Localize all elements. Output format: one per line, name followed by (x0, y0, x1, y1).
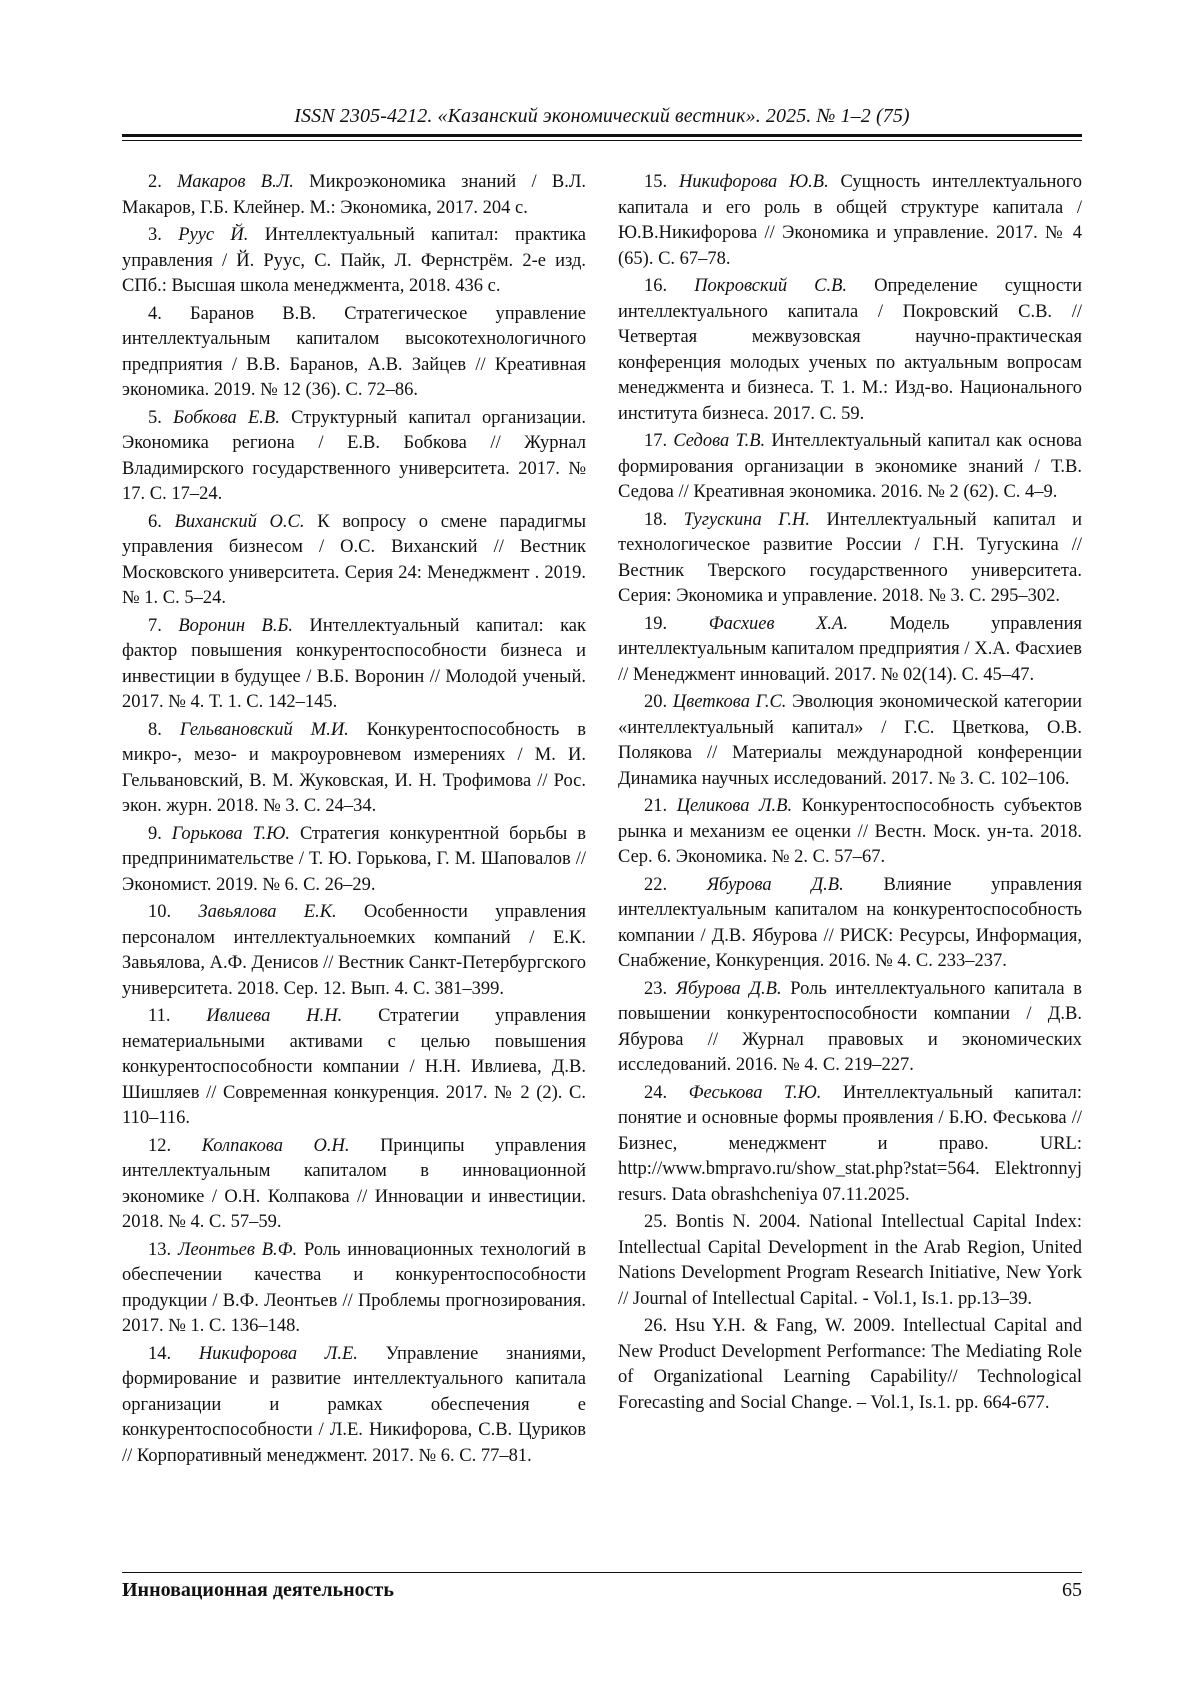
references-left-column (122, 170, 586, 1471)
reference-text: Конкурентоспособность в микро-, мезо- и макроуровневом измерениях / М. И. Гельвановский, В. М. Жуковская, И. Н. Трофимова // Рос. экон. журн. 2018. № 3. С. 24–34. (122, 719, 587, 816)
reference-text: Стратегия конкурентной борьбы в предпринимательстве / Т. Ю. Горькова, Г. М. Шаповалов // Экономист. 2019. № 6. С. 26–29. (122, 823, 586, 895)
reference-item (122, 406, 586, 508)
reference-number: 4. (148, 303, 162, 324)
reference-text: Роль интеллектуального капитала в повышении конкурентоспособности компании / Д.В. Ябурова // Журнал правовых и экономических исследований. 2016. № 4. С. 219–227. (618, 978, 1083, 1075)
reference-number: 3. (148, 225, 162, 245)
reference-author: Покровский С.В. (694, 276, 848, 296)
reference-text: Эволюция экономической категории «интеллектуальный капитал» / Г.С. Цветкова, О.В. Полякова // Материалы международной конференции Динамика научных исследований. 2017. № 3. С. 102–106. (618, 692, 1083, 789)
reference-text: Интеллектуальный капитал и технологическое развитие России / Г.Н. Тугускина // Вестник Тверского государственного университета. Серия: Экономика и управление. 2018. № 3. С. 295–302. (618, 509, 1083, 606)
reference-number: 16. (644, 276, 668, 296)
header-rule-thin (122, 140, 1082, 141)
reference-text: Интеллектуальный капитал: практика управления / Й. Руус, С. Пайк, Л. Фернстрём. 2-е изд. СПб.: Высшая школа менеджмента, 2018. 436 с. (122, 225, 586, 296)
reference-item (122, 1134, 586, 1236)
reference-number: 23. (644, 978, 668, 999)
reference-number: 10. (148, 902, 172, 922)
reference-author: Никифорова Л.Е. (198, 1343, 358, 1364)
reference-item (122, 900, 586, 1002)
reference-number: 13. (148, 1239, 172, 1260)
reference-item (618, 1210, 1082, 1312)
reference-item (618, 690, 1082, 792)
footer-section-title: Инновационная деятельность (122, 1579, 394, 1601)
reference-text: Влияние управления интеллектуальным капиталом на конкурентоспособность компании / Д.В. Ябурова // РИСК: Ресурсы, Информация, Снабжение, Конкуренция. 2016. № 4. С. 233–237. (618, 874, 1082, 971)
reference-item (122, 223, 586, 300)
reference-number: 6. (148, 511, 162, 532)
reference-item (122, 510, 586, 612)
reference-number: 19. (644, 613, 668, 634)
reference-author: Бобкова Е.В. (173, 407, 280, 428)
reference-author: Ивлиева Н.Н. (206, 1006, 343, 1026)
reference-number: 9. (148, 823, 162, 844)
reference-author: Леонтьев В.Ф. (177, 1239, 298, 1260)
reference-author: Макаров В.Л. (177, 172, 294, 192)
reference-item (618, 508, 1082, 610)
reference-number: 12. (148, 1135, 172, 1156)
reference-text: Стратегии управления нематериальными активами с целью повышения конкурентоспособности компании / Н.Н. Ивлиева, Д.В. Шишляев // Современная конкуренция. 2017. № 2 (2). С. 110–116. (122, 1006, 586, 1128)
reference-text: Микроэкономика знаний / В.Л. Макаров, Г.Б. Клейнер. М.: Экономика, 2017. 204 с. (122, 172, 587, 218)
reference-item (618, 429, 1082, 506)
reference-author: Никифорова Ю.В. (678, 172, 829, 192)
reference-number: 20. (644, 692, 668, 712)
reference-text: Hsu Y.H. & Fang, W. 2009. Intellectual Capital and New Product Development Performance: The Mediating Role of Organizational Learning Capability// Technological Forecasting and Social Change. – Vol.1, Is.1. pp. 664-677. (618, 1316, 1083, 1413)
reference-number: 7. (148, 615, 162, 636)
reference-number: 17. (644, 431, 668, 451)
reference-text: Конкурентоспособность субъектов рынка и механизм ее оценки // Вестн. Моск. ун-та. 2018. Сер. 6. Экономика. № 2. С. 57–67. (618, 796, 1082, 867)
reference-item (122, 614, 586, 716)
reference-author: Целикова Л.В. (676, 796, 793, 816)
reference-text: Структурный капитал организации. Экономика региона / Е.В. Бобкова // Журнал Владимирского государственного университета. 2017. № 17. С. 17–24. (122, 407, 586, 504)
running-header: ISSN 2305-4212. «Казанский экономический вестник». 2025. № 1–2 (75) (294, 105, 910, 127)
reference-author: Гельвановский М.И. (179, 719, 349, 740)
reference-item (618, 612, 1082, 689)
reference-author: Воронин В.Б. (178, 615, 293, 636)
reference-text: Особенности управления персоналом интеллектуальноемких компаний / Е.К. Завьялова, А.Ф. Денисов // Вестник Санкт-Петербургского университета. 2018. Сер. 12. Вып. 4. С. 381–399. (122, 902, 587, 999)
reference-text: Интеллектуальный капитал как основа формирования организации в экономике знаний / Т.В. Седова // Креативная экономика. 2016. № 2 (62). С. 4–9. (618, 431, 1083, 502)
reference-item (618, 977, 1082, 1079)
reference-item (618, 794, 1082, 871)
reference-text: Роль инновационных технологий в обеспечении качества и конкурентоспособности продукции / В.Ф. Леонтьев // Проблемы прогнозирования. 2017. № 1. С. 136–148. (122, 1239, 587, 1336)
reference-item (122, 170, 586, 221)
references-right-column (618, 170, 1082, 1418)
reference-text: Сущность интеллектуального капитала и его роль в общей структуре капитала / Ю.В.Никифорова // Экономика и управление. 2017. № 4 (65). С. 67–78. (618, 172, 1082, 269)
reference-number: 15. (644, 172, 668, 192)
reference-author: Виханский О.С. (174, 511, 305, 532)
reference-item (122, 718, 586, 820)
reference-item (618, 873, 1082, 975)
reference-number: 24. (644, 1082, 668, 1103)
reference-author: Ябурова Д.В. (675, 978, 782, 999)
reference-number: 5. (148, 407, 162, 428)
reference-number: 8. (148, 719, 162, 740)
reference-text: Определение сущности интеллектуального капитала / Покровский С.В. // Четвертая межвузовская научно-практическая конференция молодых ученых по актуальным вопросам менеджмента и бизнеса. Т. 1. М.: Изд-во. Национального института бизнеса. 2017. С. 59. (618, 276, 1083, 424)
reference-number: 25. (644, 1212, 668, 1232)
reference-text: Принципы управления интеллектуальным капиталом в инновационной экономике / О.Н. Колпакова // Инновации и инвестиции. 2018. № 4. С. 57–59. (122, 1135, 587, 1232)
reference-author: Тугускина Г.Н. (683, 509, 810, 530)
reference-number: 2. (148, 172, 162, 192)
reference-text: Bontis N. 2004. National Intellectual Capital Index: Intellectual Capital Development in the Arab Region, United Nations Development Program Research Initiative, New York // Journal of Intellectual Capital. - Vol.1, Is.1. pp.13–39. (618, 1212, 1083, 1309)
header-rule-thick (122, 134, 1082, 137)
reference-item (618, 170, 1082, 272)
reference-item (122, 302, 586, 404)
reference-text: К вопросу о смене парадигмы управления бизнесом / О.С. Виханский // Вестник Московского университета. Серия 24: Менеджмент . 2019. № 1. С. 5–24. (122, 511, 587, 608)
reference-item (122, 1342, 586, 1470)
reference-item (618, 274, 1082, 427)
reference-number: 21. (644, 796, 668, 816)
reference-text: Интеллектуальный капитал: как фактор повышения конкурентоспособности бизнеса и инвестиции в будущее / В.Б. Воронин // Молодой ученый. 2017. № 4. Т. 1. С. 142–145. (122, 615, 587, 712)
reference-author: Завьялова Е.К. (198, 902, 337, 922)
reference-number: 18. (644, 509, 668, 530)
reference-item (618, 1081, 1082, 1209)
reference-author: Цветкова Г.С. (672, 692, 787, 712)
reference-number: 26. (644, 1316, 668, 1336)
reference-author: Руус Й. (178, 225, 249, 245)
reference-number: 22. (644, 874, 668, 895)
reference-item (618, 1314, 1082, 1416)
reference-item (122, 1004, 586, 1132)
footer-rule (122, 1572, 1082, 1573)
reference-author: Ябурова Д.В. (706, 874, 844, 895)
reference-author: Фасхиев Х.А. (708, 613, 848, 634)
reference-author: Горькова Т.Ю. (171, 823, 291, 844)
reference-author: Седова Т.В. (673, 431, 766, 451)
reference-author: Колпакова О.Н. (201, 1135, 350, 1156)
reference-number: 11. (148, 1006, 171, 1026)
reference-text: Модель управления интеллектуальным капиталом предприятия / Х.А. Фасхиев // Менеджмент инноваций. 2017. № 02(14). С. 45–47. (618, 613, 1083, 685)
reference-item (122, 822, 586, 899)
reference-item (122, 1238, 586, 1340)
reference-text: Баранов В.В. Стратегическое управление интеллектуальным капиталом высокотехнологичного предприятия / В.В. Баранов, А.В. Зайцев // Креативная экономика. 2019. № 12 (36). С. 72–86. (122, 303, 587, 400)
reference-number: 14. (148, 1343, 172, 1364)
reference-text: Управление знаниями, формирование и развитие интеллектуального капитала организации и рамках обеспечения е конкурентоспособности / Л.Е. Никифорова, С.В. Цуриков // Корпоративный менеджмент. 2017. № 6. С. 77–81. (122, 1343, 587, 1466)
reference-text: Интеллектуальный капитал: понятие и основные формы проявления / Б.Ю. Феськова // Бизнес, менеджмент и право. URL: http://www.bmpravo.ru/show_stat.php?stat=564. Elektronnyj resurs. Data obrashcheniya 07.11.2025. (618, 1082, 1082, 1205)
page-number: 65 (1062, 1579, 1082, 1601)
reference-author: Феськова Т.Ю. (688, 1082, 822, 1103)
